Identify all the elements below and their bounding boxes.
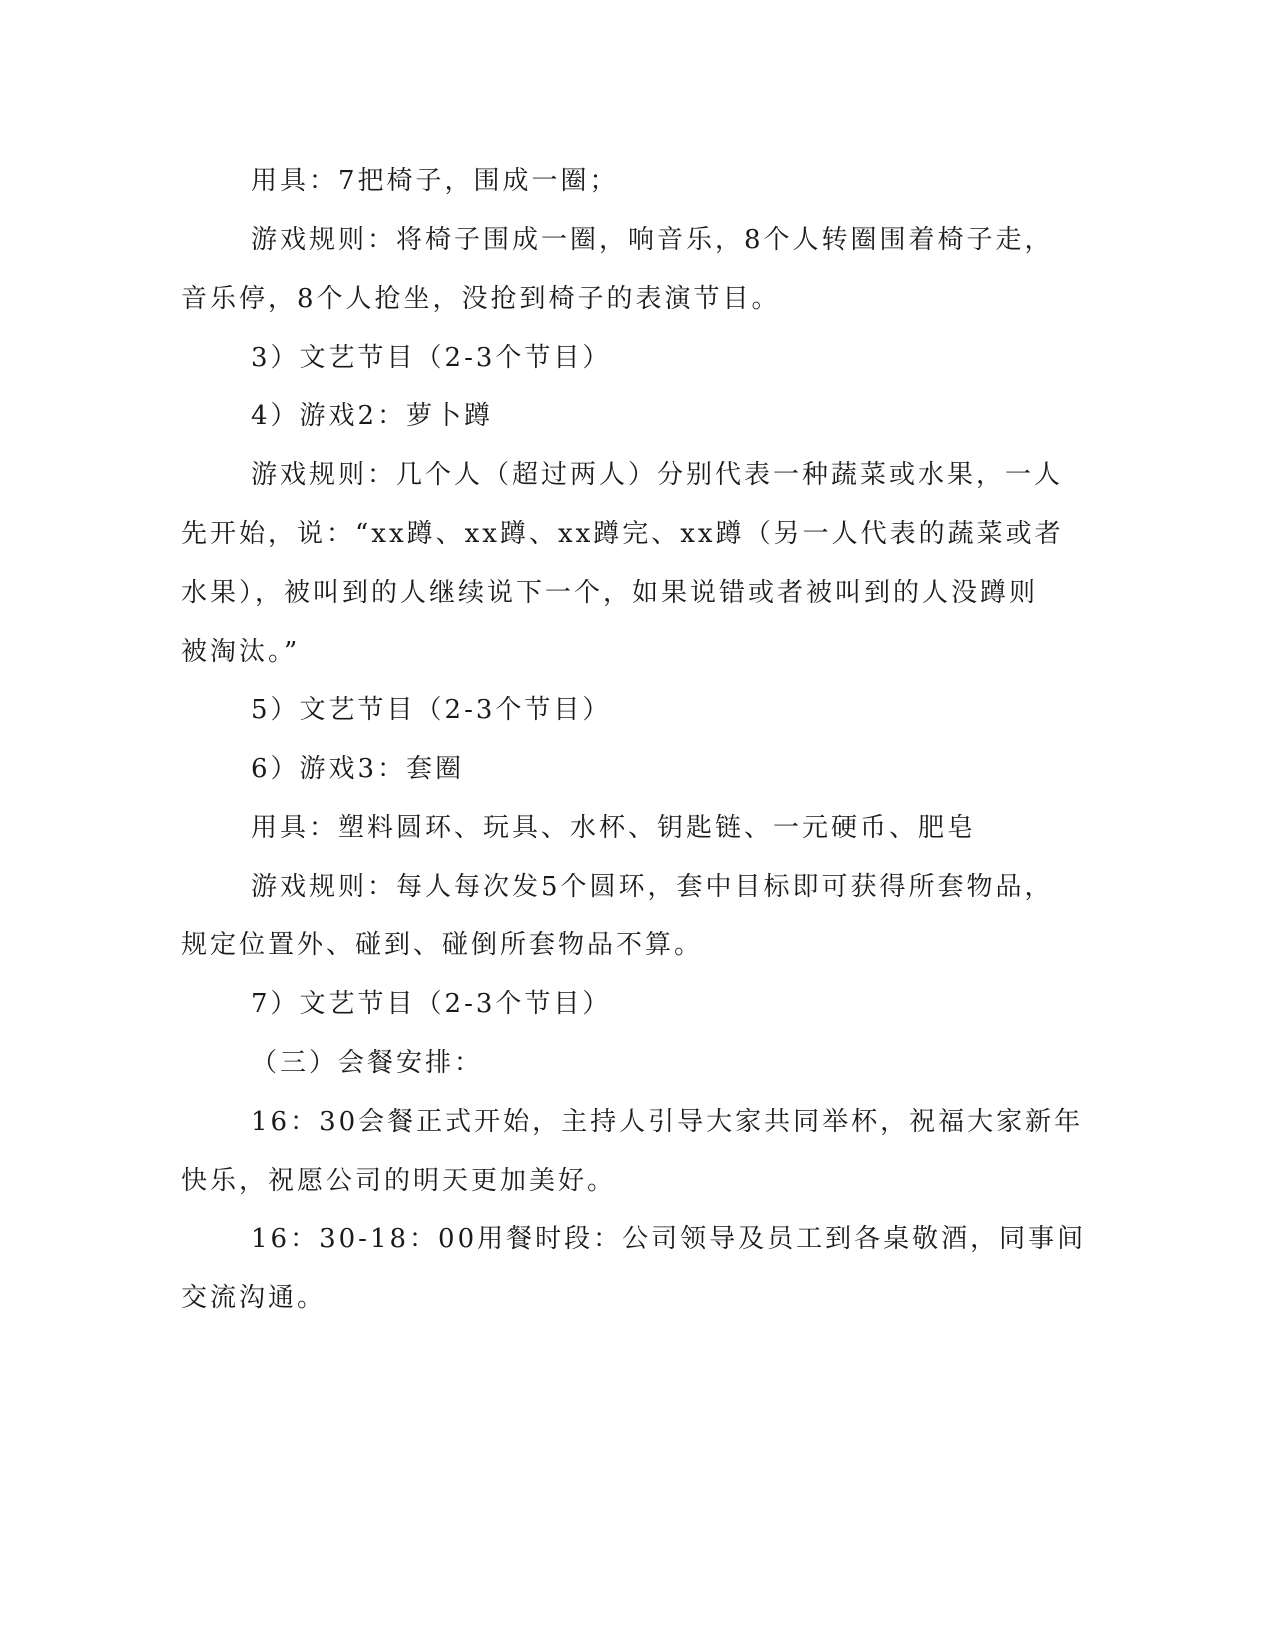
section-heading: （三）会餐安排： <box>251 1048 484 1078</box>
paragraph-line: 音乐停，8个人抢坐，没抢到椅子的表演节目。 <box>181 284 781 314</box>
paragraph-line: 7）文艺节目（2-3个节目） <box>251 989 612 1019</box>
paragraph-line: 先开始，说：“xx蹲、xx蹲、xx蹲完、xx蹲（另一人代表的蔬菜或者 <box>181 519 1064 549</box>
paragraph-line: 5）文艺节目（2-3个节目） <box>251 695 612 725</box>
paragraph-line: 3）文艺节目（2-3个节目） <box>251 343 612 373</box>
paragraph-line: 用具：7把椅子，围成一圈； <box>251 166 619 196</box>
paragraph-line: 用具：塑料圆环、玩具、水杯、钥匙链、一元硬币、肥皂 <box>251 813 977 843</box>
paragraph-line: 快乐，祝愿公司的明天更加美好。 <box>181 1166 617 1196</box>
paragraph-line: 游戏规则：将椅子围成一圈，响音乐，8个人转圈围着椅子走， <box>251 225 1054 255</box>
paragraph-line: 规定位置外、碰到、碰倒所套物品不算。 <box>181 930 704 960</box>
paragraph-line: 16：30-18：00用餐时段：公司领导及员工到各桌敬酒，同事间 <box>251 1224 1087 1254</box>
paragraph-line: 4）游戏2：萝卜蹲 <box>251 401 494 431</box>
paragraph-line: 游戏规则：几个人（超过两人）分别代表一种蔬菜或水果，一人 <box>251 460 1064 490</box>
paragraph-line: 被淘汰。” <box>181 637 301 667</box>
paragraph-line: 水果），被叫到的人继续说下一个，如果说错或者被叫到的人没蹲则 <box>181 578 1039 608</box>
paragraph-line: 游戏规则：每人每次发5个圆环，套中目标即可获得所套物品， <box>251 872 1054 902</box>
paragraph-line: 6）游戏3：套圈 <box>251 754 465 784</box>
paragraph-line: 交流沟通。 <box>181 1283 327 1313</box>
paragraph-line: 16：30会餐正式开始，主持人引导大家共同举杯，祝福大家新年 <box>251 1107 1084 1137</box>
